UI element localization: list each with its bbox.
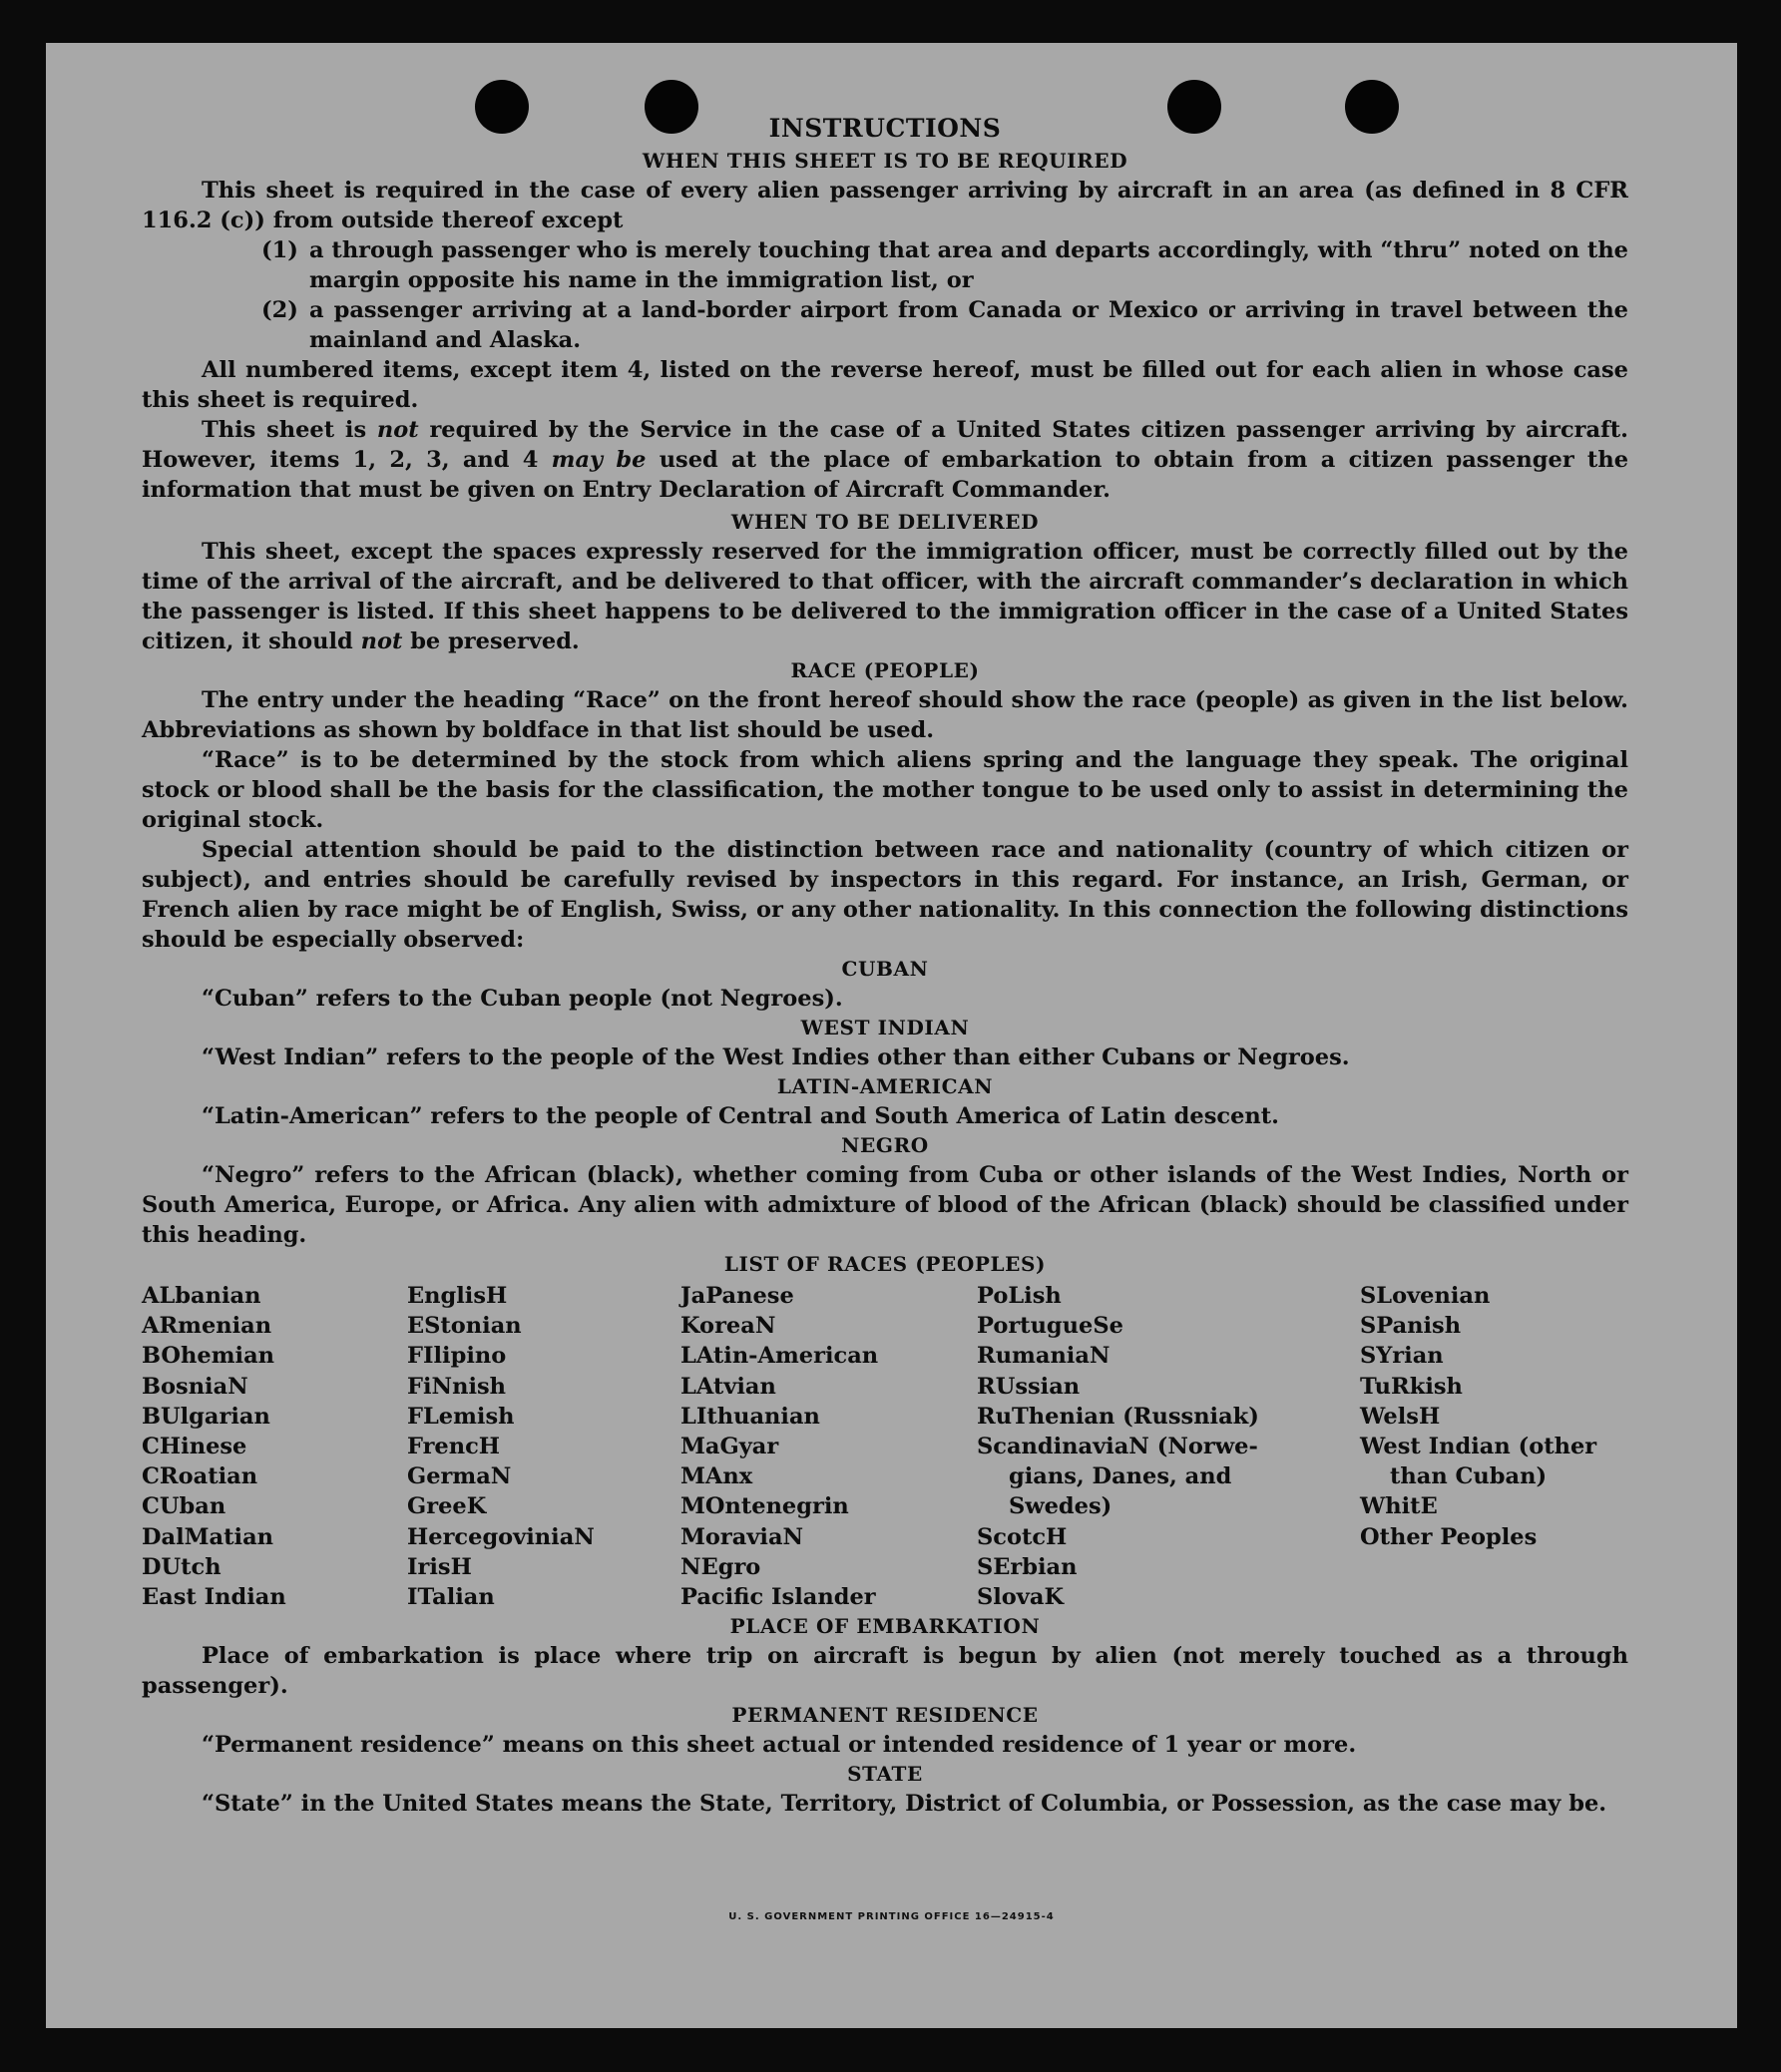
paragraph: “Negro” refers to the African (black), whether coming from Cuba or other islands of the West Indies, North or South America, Europe, or Africa. Any alien with admixture of blood of the African (black) should be classified under this heading. [142, 1162, 1628, 1248]
race-entry: SLovenian [1360, 1283, 1491, 1309]
race-entry: SYrian [1360, 1343, 1444, 1370]
race-entry: MAnx [680, 1463, 753, 1490]
paragraph: “Cuban” refers to the Cuban people (not Negroes). [202, 986, 843, 1012]
race-entry: LIthuanian [680, 1403, 820, 1430]
race-entry: DalMatian [142, 1523, 274, 1550]
race-entry: MOntenegrin [680, 1493, 849, 1520]
paragraph: The entry under the heading “Race” on the front hereof should show the race (people) as given in the list below. Abbreviations as shown by boldface in that list should be used. [142, 687, 1628, 743]
race-entry: DUtch [142, 1553, 222, 1580]
printer-imprint: U. S. GOVERNMENT PRINTING OFFICE 16—24915-4 [728, 1911, 1055, 1922]
race-entry: FLemish [407, 1403, 515, 1430]
race-entry: LAtvian [680, 1373, 776, 1400]
race-entry: SlovaK [977, 1584, 1065, 1611]
paragraph: This sheet is required in the case of every alien passenger arriving by aircraft in an area (as defined in 8 CFR 116.2 (c)) from outside thereof except [142, 178, 1628, 233]
race-entry: ALbanian [142, 1283, 261, 1309]
race-entry: West Indian (other [1360, 1434, 1597, 1460]
race-entry: FIlipino [407, 1343, 507, 1370]
race-entry: Other Peoples [1360, 1523, 1538, 1550]
race-entry: MoraviaN [680, 1523, 804, 1550]
section-heading: LATIN-AMERICAN [776, 1074, 994, 1098]
race-entry: IrisH [407, 1553, 472, 1580]
race-entry: gians, Danes, and [1009, 1463, 1232, 1490]
document-sheet [46, 43, 1737, 2028]
section-heading: WHEN TO BE DELIVERED [730, 510, 1040, 534]
section-heading: WHEN THIS SHEET IS TO BE REQUIRED [642, 149, 1128, 173]
paragraph: This sheet is not required by the Service in the case of a United States citizen passenger arriving by aircraft. However, items 1, 2, 3, and 4 may be used at the place of embarkation to obtain from a citizen passenger the information that must be given on Entry Declaration of Aircraft Commander. [142, 417, 1629, 503]
item-text: a through passenger who is merely touching that area and departs accordingly, with “thru” noted on the margin opposite his name in the immigration list, or [309, 237, 1628, 293]
race-entry: BOhemian [142, 1343, 275, 1370]
race-entry: EStonian [407, 1313, 522, 1340]
race-entry: MaGyar [680, 1434, 779, 1460]
section-heading: PERMANENT RESIDENCE [731, 1703, 1039, 1728]
item-number: (2) [261, 297, 298, 323]
section-heading: RACE (PEOPLE) [790, 658, 980, 682]
list-item [261, 295, 1628, 355]
race-entry: SPanish [1360, 1313, 1462, 1340]
section-heading: CUBAN [841, 957, 929, 981]
race-column [142, 1281, 407, 1612]
race-entry: RuThenian (Russniak) [977, 1403, 1259, 1430]
race-entry: LAtin-American [680, 1343, 879, 1370]
race-entry: Swedes) [1009, 1493, 1113, 1520]
paragraph: “Latin-American” refers to the people of Central and South America of Latin descent. [202, 1103, 1279, 1129]
race-entry: FrencH [407, 1434, 501, 1460]
section-heading: PLACE OF EMBARKATION [729, 1614, 1041, 1639]
race-entry: BosniaN [142, 1373, 248, 1400]
paragraph: “State” in the United States means the State, Territory, District of Columbia, or Possession, as the case may be. [202, 1791, 1607, 1818]
race-entry: JaPanese [680, 1283, 794, 1309]
item-number: (1) [261, 237, 298, 263]
race-entry: WelsH [1360, 1403, 1441, 1430]
paragraph: This sheet, except the spaces expressly reserved for the immigration officer, must be correctly filled out by the time of the arrival of the aircraft, and be delivered to that officer, with the aircraft commander’s declaration in which the passenger is listed. If this sheet happens to be delivered to the immigration officer in the case of a United States citizen, it should not be preserved. [142, 539, 1628, 654]
paragraph: All numbered items, except item 4, listed on the reverse hereof, must be filled out for each alien in whose case this sheet is required. [142, 357, 1628, 413]
race-entry: ITalian [407, 1584, 495, 1611]
race-column [407, 1281, 680, 1612]
race-entry: SErbian [977, 1553, 1078, 1580]
race-entry: NEgro [680, 1553, 761, 1580]
list-item [261, 235, 1628, 295]
section-heading: LIST OF RACES (PEOPLES) [723, 1252, 1047, 1276]
race-entry: ScotcH [977, 1523, 1068, 1550]
race-entry: GreeK [407, 1493, 487, 1520]
race-entry: EnglisH [407, 1283, 508, 1309]
race-entry: RUssian [977, 1373, 1081, 1400]
race-entry: ScandinaviaN (Norwe- [977, 1434, 1258, 1460]
race-entry: WhitE [1360, 1493, 1438, 1520]
race-entry: HercegoviniaN [407, 1523, 595, 1550]
race-entry: CHinese [142, 1434, 247, 1460]
race-entry: CRoatian [142, 1463, 258, 1490]
section-heading: STATE [847, 1762, 923, 1787]
race-entry: than Cuban) [1390, 1463, 1548, 1490]
race-column [977, 1281, 1360, 1612]
race-entry: TuRkish [1360, 1373, 1463, 1400]
paragraph: “Permanent residence” means on this sheet actual or intended residence of 1 year or more. [202, 1732, 1357, 1759]
race-entry: Pacific Islander [680, 1584, 876, 1611]
paragraph: Special attention should be paid to the distinction between race and nationality (country of which citizen or subject), and entries should be carefully revised by inspectors in this regard. For instance, an Irish, German, or French alien by race might be of English, Swiss, or any other nationality. In this connection the following distinctions should be especially observed: [142, 837, 1628, 953]
race-entry: GermaN [407, 1463, 512, 1490]
paragraph: “West Indian” refers to the people of the West Indies other than either Cubans or Negroes. [202, 1044, 1350, 1070]
race-entry: KoreaN [680, 1313, 776, 1340]
paragraph: Place of embarkation is place where trip on aircraft is begun by alien (not merely touched as a through passenger). [142, 1643, 1628, 1700]
paragraph: “Race” is to be determined by the stock from which aliens spring and the language they speak. The original stock or blood shall be the basis for the classification, the mother tongue to be used only to assist in determining the original stock. [142, 747, 1628, 833]
race-entry: RumaniaN [977, 1343, 1111, 1370]
race-entry: ARmenian [142, 1313, 272, 1340]
race-column [1360, 1281, 1628, 1612]
instructions-body [142, 111, 1628, 1819]
race-column [680, 1281, 977, 1612]
item-text: a passenger arriving at a land-border airport from Canada or Mexico or arriving in travel between the mainland and Alaska. [309, 297, 1628, 353]
race-entry: East Indian [142, 1584, 286, 1611]
race-entry: PoLish [977, 1283, 1062, 1309]
page-title: INSTRUCTIONS [768, 114, 1002, 143]
race-list [142, 1281, 1628, 1612]
section-heading: NEGRO [841, 1133, 929, 1157]
section-heading: WEST INDIAN [800, 1016, 970, 1039]
race-entry: FiNnish [407, 1373, 507, 1400]
race-entry: CUban [142, 1493, 226, 1520]
race-entry: BUlgarian [142, 1403, 270, 1430]
race-entry: PortugueSe [977, 1313, 1123, 1340]
